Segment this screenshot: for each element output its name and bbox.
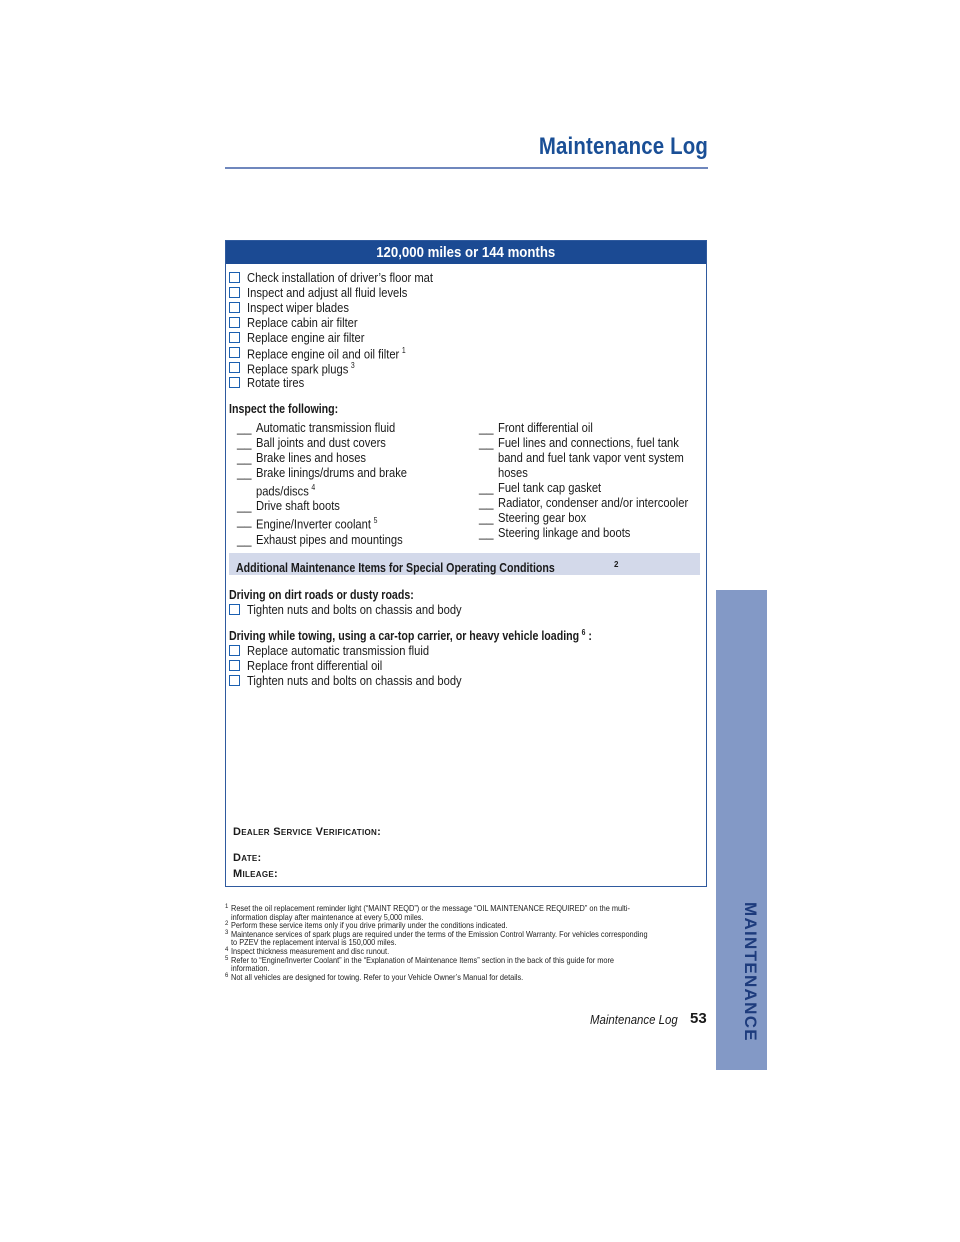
mileage-label: Mileage:: [233, 868, 279, 880]
checklist-item[interactable]: [229, 658, 497, 673]
blank-line: __: [237, 513, 252, 529]
special-conditions-bar: [229, 553, 700, 575]
inspect-item-label: Steering gear box: [498, 510, 587, 525]
checkbox-icon[interactable]: [229, 377, 240, 388]
inspect-item: [237, 435, 432, 450]
footnote-ref: 5: [373, 516, 378, 526]
inspect-item-label: Ball joints and dust covers: [256, 435, 386, 450]
inspect-item-label: Engine/Inverter coolant $^5$: [256, 516, 378, 532]
checklist-item[interactable]: [229, 285, 463, 300]
inspect-item: [237, 450, 432, 465]
special-conditions-sup: 2: [614, 560, 619, 569]
inspect-item-label: Steering linkage and boots: [498, 525, 631, 540]
inspect-item-label: hoses: [498, 465, 528, 480]
footnote-number: 1: [225, 904, 229, 910]
checklist-item[interactable]: [229, 602, 497, 617]
inspect-item-label: Brake lines and hoses: [256, 450, 367, 465]
inspect-heading: Inspect the following:: [229, 402, 339, 416]
blank-line: [237, 480, 256, 498]
blank-line: __: [479, 480, 494, 495]
checklist-item-label: Replace engine air filter: [247, 330, 365, 345]
blank-line: [479, 465, 498, 480]
inspect-item: [237, 480, 432, 498]
footnote: [225, 904, 710, 921]
checkbox-icon[interactable]: [229, 272, 240, 283]
footnote-text: Reset the oil replacement reminder light (“MAINT REQD”) or the message “OIL MAINTENANCE REQUIRED” on the multi-information display after maintenance at every 5,000 miles.: [231, 903, 630, 922]
inspect-item: [237, 498, 432, 513]
footnote: [225, 956, 710, 973]
page-number: 53: [690, 1010, 707, 1027]
blank-line: __: [479, 435, 494, 450]
inspect-item: [237, 420, 432, 435]
footnote-number: 6: [225, 972, 229, 979]
footnote-ref: 3: [350, 361, 355, 371]
footnote-text: Maintenance services of spark plugs are required under the terms of the Emission Control Warranty. For vehicles corresponding to PZEV the replacement interval is 150,000 miles.: [231, 928, 648, 948]
checklist-item-label: Inspect wiper blades: [247, 300, 349, 315]
inspect-item-label: band and fuel tank vapor vent system: [498, 450, 684, 465]
blank-line: __: [479, 510, 494, 525]
towing-checklist: [229, 643, 497, 688]
inspect-item-label: Automatic transmission fluid: [256, 420, 396, 435]
footnotes: [225, 904, 710, 981]
footnote-text: Inspect thickness measurement and disc runout.: [231, 945, 390, 956]
footnote-number: 5: [225, 955, 229, 962]
inspect-item-label: pads/discs $^4$: [256, 483, 316, 499]
inspect-item: [479, 420, 719, 435]
inspect-item: [479, 435, 719, 450]
inspect-item: [479, 495, 719, 510]
special-conditions-title: Additional Maintenance Items for Special Operating Conditions: [236, 561, 555, 576]
checkbox-icon[interactable]: [229, 660, 240, 671]
page-title: Maintenance Log: [538, 133, 708, 160]
footnote-ref: 1: [401, 346, 406, 356]
footnote: [225, 973, 710, 982]
inspect-item: [237, 465, 432, 480]
footnote-text: Perform these service items only if you drive primarily under the conditions indicated.: [231, 920, 508, 931]
blank-line: __: [237, 450, 252, 465]
footnote-number: 2: [225, 921, 229, 928]
checklist-item-label: Inspect and adjust all fluid levels: [247, 285, 408, 300]
blank-line: __: [237, 498, 252, 514]
checklist-item[interactable]: [229, 270, 463, 285]
checklist-item[interactable]: [229, 375, 463, 390]
checkbox-icon[interactable]: [229, 302, 240, 313]
checkbox-icon[interactable]: [229, 604, 240, 615]
dealer-verification-label: Dealer Service Verification:: [233, 826, 382, 838]
footnote-number: 4: [225, 946, 229, 953]
checklist-item-label: Replace automatic transmission fluid: [247, 643, 430, 658]
service-checklist: [229, 270, 463, 390]
inspect-item: [479, 480, 719, 495]
blank-line: __: [479, 495, 494, 510]
blank-line: __: [237, 531, 252, 547]
inspect-item: [479, 510, 719, 525]
towing-heading: Driving while towing, using a car-top carrier, or heavy vehicle loading $^6$ :: [229, 628, 592, 644]
checklist-item[interactable]: [229, 643, 497, 658]
dirt-roads-heading: Driving on dirt roads or dusty roads:: [229, 588, 414, 602]
inspect-item: [479, 450, 719, 465]
footnote-text: Not all vehicles are designed for towing. Refer to your Vehicle Owner’s Manual for details.: [231, 971, 524, 982]
inspect-list-right: [479, 420, 719, 540]
footnote-ref: 4: [311, 483, 316, 492]
checklist-item[interactable]: [229, 673, 497, 688]
section-side-tab[interactable]: [716, 590, 767, 1070]
inspect-item-label: Front differential oil: [498, 420, 593, 435]
checkbox-icon[interactable]: [229, 645, 240, 656]
checklist-item-label: Replace engine oil and oil filter $^1$: [247, 346, 406, 362]
blank-line: [479, 450, 498, 465]
inspect-item-label: Drive shaft boots: [256, 498, 340, 514]
footer-section-label: Maintenance Log: [590, 1012, 678, 1027]
checklist-item-label: Replace cabin air filter: [247, 315, 358, 330]
blank-line: __: [479, 420, 494, 435]
checklist-item-label: Rotate tires: [247, 375, 305, 390]
inspect-item-label: Fuel tank cap gasket: [498, 480, 602, 495]
inspect-item-label: Exhaust pipes and mountings: [256, 531, 403, 547]
footnote: [225, 930, 710, 947]
side-tab-label: MAINTENANCE: [741, 902, 760, 1042]
checklist-item[interactable]: [229, 300, 463, 315]
blank-line: __: [237, 465, 252, 480]
checklist-item-label: Tighten nuts and bolts on chassis and body: [247, 602, 462, 617]
title-divider: [225, 167, 708, 169]
checklist-item-label: Replace spark plugs $^3$: [247, 361, 355, 377]
checkbox-icon[interactable]: [229, 675, 240, 686]
inspect-item: [479, 525, 719, 540]
checkbox-icon[interactable]: [229, 317, 240, 328]
dirt-roads-checklist: [229, 602, 497, 617]
footnote-text: Refer to “Engine/Inverter Coolant” in the “Explanation of Maintenance Items” section in the back of this guide for more information.: [231, 954, 615, 974]
interval-header: 120,000 miles or 144 months: [226, 241, 706, 264]
maintenance-box: [225, 240, 707, 887]
checklist-item-label: Tighten nuts and bolts on chassis and body: [247, 673, 462, 688]
inspect-item-label: Fuel lines and connections, fuel tank: [498, 435, 679, 450]
blank-line: __: [237, 435, 252, 450]
inspect-item-label: Brake linings/drums and brake: [256, 465, 408, 480]
inspect-list-left: [237, 420, 432, 547]
checklist-item-label: Check installation of driver’s floor mat: [247, 270, 434, 285]
checkbox-icon[interactable]: [229, 332, 240, 343]
inspect-item: [479, 465, 719, 480]
blank-line: __: [237, 420, 252, 435]
checklist-item[interactable]: [229, 315, 463, 330]
inspect-item: [237, 513, 432, 531]
checkbox-icon[interactable]: [229, 347, 240, 358]
date-label: Date:: [233, 852, 262, 864]
checkbox-icon[interactable]: [229, 287, 240, 298]
checklist-item[interactable]: [229, 360, 463, 375]
inspect-item: [237, 532, 432, 547]
checkbox-icon[interactable]: [229, 362, 240, 373]
checklist-item-label: Replace front differential oil: [247, 658, 383, 673]
footnote-number: 3: [225, 929, 229, 936]
blank-line: __: [479, 525, 494, 540]
inspect-item-label: Radiator, condenser and/or intercooler: [498, 495, 689, 510]
